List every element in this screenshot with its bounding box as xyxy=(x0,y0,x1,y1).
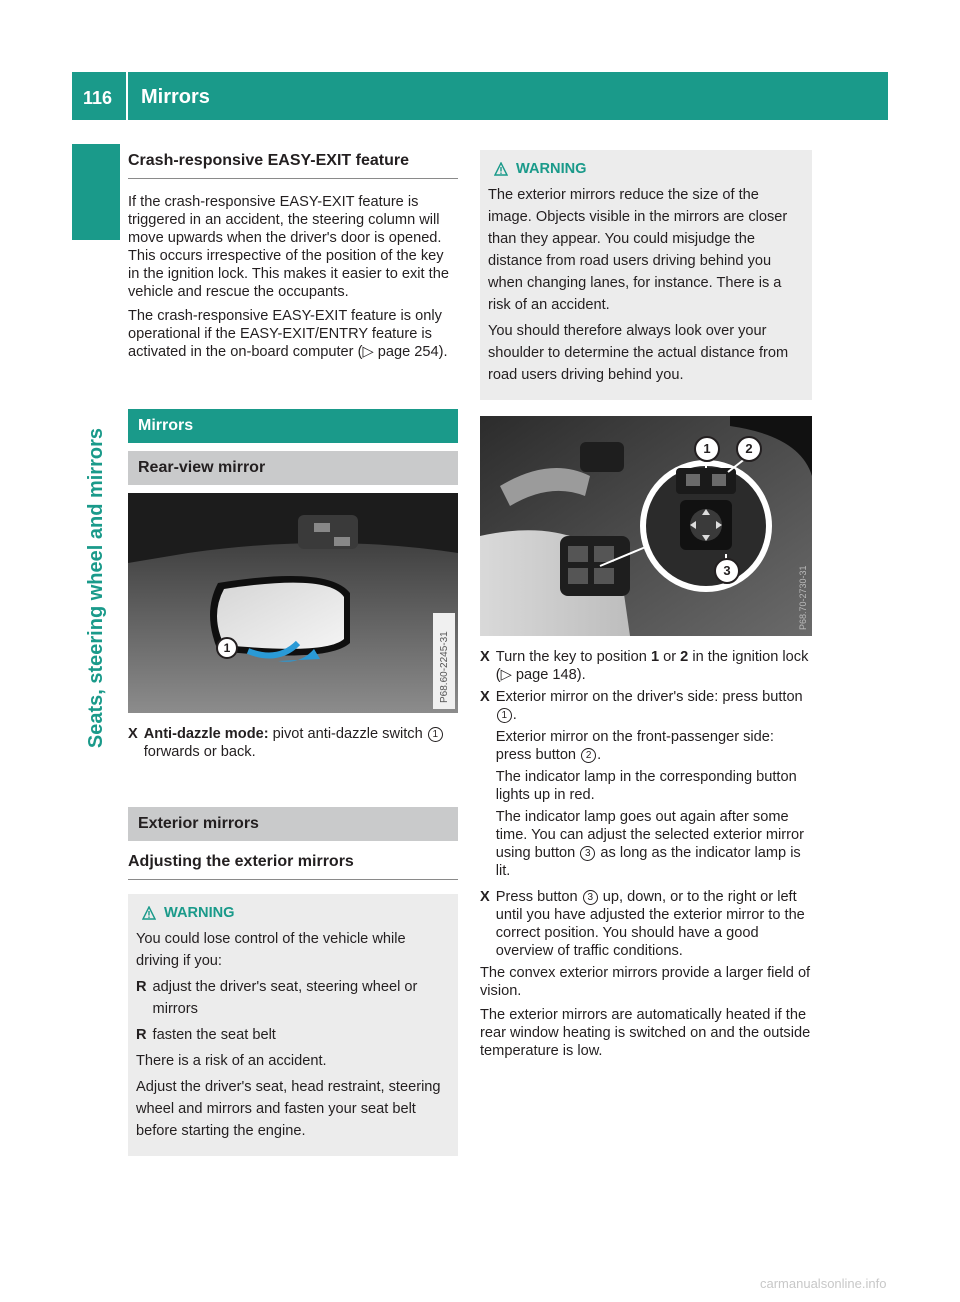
instruction-step-3: X Press button 3 up, down, or to the right or left until you have adjusted the exterior mirror to the correct position. You should have a good overview of traffic conditions. xyxy=(480,889,805,959)
callout-2-marker: 2 xyxy=(736,436,762,462)
warning-bullet: R fasten the seat belt xyxy=(136,1027,276,1043)
crash-paragraph-2: The crash-responsive EASY-EXIT feature is only operational if the EASY-EXIT/ENTRY feature is activated in the on-board computer (▷ page 254). xyxy=(128,308,448,360)
warning-text: There is a risk of an accident. xyxy=(136,1053,327,1069)
crash-paragraph-1: If the crash-responsive EASY-EXIT feature is triggered in an accident, the steering column will move upwards when the driver's door is opened. This occurs irrespective of the position of the key in the ignition lock. This makes it easier to exit the vehicle and rescue the occupants. xyxy=(128,194,449,300)
callout-3-icon: 3 xyxy=(580,846,595,861)
convex-mirrors-text: The convex exterior mirrors provide a larger field of vision. xyxy=(480,965,811,999)
mirrors-section-bar: Mirrors xyxy=(128,409,458,443)
heated-mirrors-text: The exterior mirrors are automatically heated if the rear window heating is switched on and the outside temperature is low. xyxy=(480,1007,811,1059)
warning-bullet: R adjust the driver's seat, steering wheel or mirrors xyxy=(136,979,418,1017)
door-switch-illustration xyxy=(480,416,812,636)
warning-text: Adjust the driver's seat, head restraint, steering wheel and mirrors and fasten your seat belt before starting the engine. xyxy=(136,1079,441,1139)
svg-text:P68.60-2245-31: P68.60-2245-31 xyxy=(439,631,450,703)
door-mirror-switch-image xyxy=(480,416,812,636)
adjusting-heading: Adjusting the exterior mirrors xyxy=(128,853,354,870)
warning-triangle-icon xyxy=(494,162,508,176)
right-column xyxy=(480,150,812,1066)
rearview-mirror-illustration xyxy=(128,493,458,713)
exterior-mirrors-bar: Exterior mirrors xyxy=(128,807,458,841)
warning-heading: WARNING xyxy=(494,158,804,180)
callout-3-marker: 3 xyxy=(714,558,740,584)
warning-text: The exterior mirrors reduce the size of the image. Objects visible in the mirrors are closer than they appear. You could misjudge the distance from road users driving behind you when changing lanes, for instance. There is a risk of an accident. xyxy=(488,187,788,313)
page-number: 116 xyxy=(83,88,113,108)
warning-box-left xyxy=(128,894,458,1156)
heading-rule xyxy=(128,178,458,179)
warning-text: You could lose control of the vehicle while driving if you: xyxy=(136,931,406,969)
page-title: Mirrors xyxy=(141,86,210,108)
side-chapter-label: Seats, steering wheel and mirrors xyxy=(84,427,107,748)
warning-triangle-icon xyxy=(142,906,156,920)
left-column xyxy=(128,150,458,1156)
side-tab-block xyxy=(72,144,120,240)
warning-box-right xyxy=(480,150,812,400)
step-arrow-icon: X xyxy=(480,689,490,705)
watermark: carmanualsonline.info xyxy=(760,1276,887,1291)
callout-2-icon: 2 xyxy=(581,748,596,763)
callout-3-icon: 3 xyxy=(583,890,598,905)
callout-1-marker: 1 xyxy=(694,436,720,462)
warning-heading: WARNING xyxy=(142,902,450,924)
instruction-step-1: X Turn the key to position 1 or 2 in the ignition lock (▷ page 148). xyxy=(480,649,809,683)
instruction-antidazzle: X Anti-dazzle mode: pivot anti-dazzle switch 1 forwards or back. xyxy=(128,725,458,761)
callout-1-icon: 1 xyxy=(497,708,512,723)
svg-text:P68.70-2730-31: P68.70-2730-31 xyxy=(798,565,808,630)
warning-text: You should therefore always look over your shoulder to determine the actual distance from road users driving behind you. xyxy=(488,323,789,383)
header-divider xyxy=(126,72,128,120)
callout-1-icon: 1 xyxy=(428,727,443,742)
crash-exit-heading: Crash-responsive EASY-EXIT feature xyxy=(128,152,409,169)
heading-rule xyxy=(128,879,458,880)
step-arrow-icon: X xyxy=(480,889,490,905)
step-arrow-icon: X xyxy=(128,726,138,742)
instruction-step-2: X Exterior mirror on the driver's side: press button 1 . Exterior mirror on the front-passenger side: press button 2 . The indicator lamp in the corresponding button lights up in red. The indicator lamp goes out again after some time. You can adjust the selected exterior mirror using button 3 as long as the indicator lamp is lit. xyxy=(480,688,812,884)
rearview-mirror-bar: Rear-view mirror xyxy=(128,451,458,485)
callout-1-marker: 1 xyxy=(216,637,238,659)
rearview-mirror-image xyxy=(128,493,458,713)
step-arrow-icon: X xyxy=(480,649,490,665)
